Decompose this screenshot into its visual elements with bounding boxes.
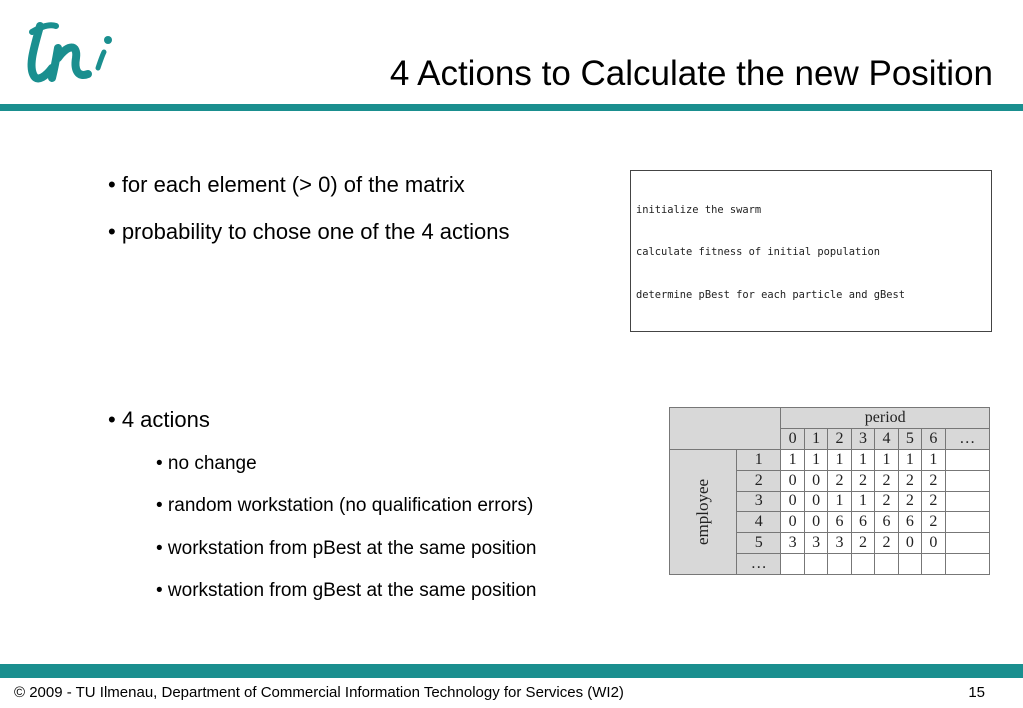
matrix-cell bbox=[828, 554, 851, 575]
assignment-matrix bbox=[669, 407, 990, 575]
matrix-cell: 6 bbox=[875, 512, 898, 533]
tu-ilmenau-logo bbox=[18, 18, 118, 90]
employee-label: employee bbox=[693, 478, 713, 545]
matrix-cell: 0 bbox=[781, 512, 804, 533]
matrix-cell: 1 bbox=[828, 449, 851, 470]
bullet-each-element: • for each element (> 0) of the matrix bbox=[108, 172, 465, 197]
period-cell: 0 bbox=[781, 428, 804, 449]
matrix-cell: 2 bbox=[922, 491, 945, 512]
code-line bbox=[636, 331, 986, 332]
matrix-cell: 6 bbox=[828, 512, 851, 533]
period-cell: 6 bbox=[922, 428, 945, 449]
employee-cell: … bbox=[737, 554, 781, 575]
matrix-cell bbox=[945, 449, 989, 470]
matrix-cell: 3 bbox=[781, 533, 804, 554]
period-cell: 1 bbox=[804, 428, 827, 449]
matrix-cell: 1 bbox=[804, 449, 827, 470]
matrix-cell: 2 bbox=[851, 470, 874, 491]
matrix-cell bbox=[945, 533, 989, 554]
matrix-cell bbox=[945, 470, 989, 491]
matrix-cell: 0 bbox=[781, 491, 804, 512]
matrix-cell: 0 bbox=[804, 491, 827, 512]
matrix-cell: 0 bbox=[898, 533, 921, 554]
employee-cell: 5 bbox=[737, 533, 781, 554]
matrix-cell: 2 bbox=[922, 512, 945, 533]
matrix-cell: 2 bbox=[828, 470, 851, 491]
matrix-cell: 2 bbox=[851, 533, 874, 554]
matrix-cell: 2 bbox=[898, 470, 921, 491]
employee-cell: 4 bbox=[737, 512, 781, 533]
sub-bullet-random-workstation: • random workstation (no qualification errors) bbox=[156, 495, 534, 516]
employee-cell: 3 bbox=[737, 491, 781, 512]
slide-title: 4 Actions to Calculate the new Position bbox=[389, 54, 993, 93]
period-cell: 4 bbox=[875, 428, 898, 449]
period-cell: … bbox=[945, 428, 989, 449]
matrix-cell: 1 bbox=[875, 449, 898, 470]
pseudocode-box bbox=[630, 170, 992, 332]
matrix-cell bbox=[945, 512, 989, 533]
matrix-cell: 1 bbox=[851, 449, 874, 470]
matrix-cell bbox=[898, 554, 921, 575]
matrix-cell: 2 bbox=[875, 470, 898, 491]
matrix-cell: 1 bbox=[781, 449, 804, 470]
matrix-cell: 2 bbox=[898, 491, 921, 512]
employee-header bbox=[670, 449, 737, 574]
code-line: initialize the swarm bbox=[636, 203, 762, 216]
code-line: determine pBest for each particle and gBest bbox=[636, 289, 905, 302]
corner-cell bbox=[670, 408, 781, 450]
matrix-cell bbox=[781, 554, 804, 575]
matrix-cell bbox=[945, 554, 989, 575]
bullet-probability: • probability to chose one of the 4 actions bbox=[108, 219, 510, 244]
employee-cell: 1 bbox=[737, 449, 781, 470]
sub-bullet-gbest: • workstation from gBest at the same position bbox=[156, 580, 537, 601]
matrix-cell bbox=[875, 554, 898, 575]
matrix-cell: 6 bbox=[851, 512, 874, 533]
matrix-cell: 1 bbox=[828, 491, 851, 512]
employee-cell: 2 bbox=[737, 470, 781, 491]
period-cell: 3 bbox=[851, 428, 874, 449]
bullet-4-actions: • 4 actions bbox=[108, 407, 210, 432]
matrix-cell bbox=[922, 554, 945, 575]
matrix-cell bbox=[945, 491, 989, 512]
sub-bullet-pbest: • workstation from pBest at the same position bbox=[156, 538, 537, 559]
matrix-cell: 1 bbox=[922, 449, 945, 470]
footer-copyright: © 2009 - TU Ilmenau, Department of Commercial Information Technology for Services (WI2) bbox=[14, 684, 624, 701]
code-line: calculate fitness of initial population bbox=[636, 246, 880, 259]
matrix-cell: 3 bbox=[804, 533, 827, 554]
matrix-cell: 1 bbox=[851, 491, 874, 512]
sub-bullet-no-change: • no change bbox=[156, 453, 257, 474]
matrix-cell: 0 bbox=[804, 512, 827, 533]
matrix-cell: 0 bbox=[922, 533, 945, 554]
matrix-cell: 2 bbox=[875, 533, 898, 554]
matrix-cell: 2 bbox=[875, 491, 898, 512]
matrix-cell bbox=[851, 554, 874, 575]
matrix-cell bbox=[804, 554, 827, 575]
header-divider bbox=[0, 104, 1023, 111]
matrix-cell: 1 bbox=[898, 449, 921, 470]
matrix-cell: 2 bbox=[922, 470, 945, 491]
matrix-cell: 0 bbox=[804, 470, 827, 491]
period-cell: 2 bbox=[828, 428, 851, 449]
table-row bbox=[670, 449, 990, 470]
period-header: period bbox=[781, 408, 990, 429]
matrix-cell: 0 bbox=[781, 470, 804, 491]
period-cell: 5 bbox=[898, 428, 921, 449]
footer-bar bbox=[0, 664, 1023, 678]
matrix-cell: 3 bbox=[828, 533, 851, 554]
page-number: 15 bbox=[968, 684, 985, 701]
matrix-cell: 6 bbox=[898, 512, 921, 533]
